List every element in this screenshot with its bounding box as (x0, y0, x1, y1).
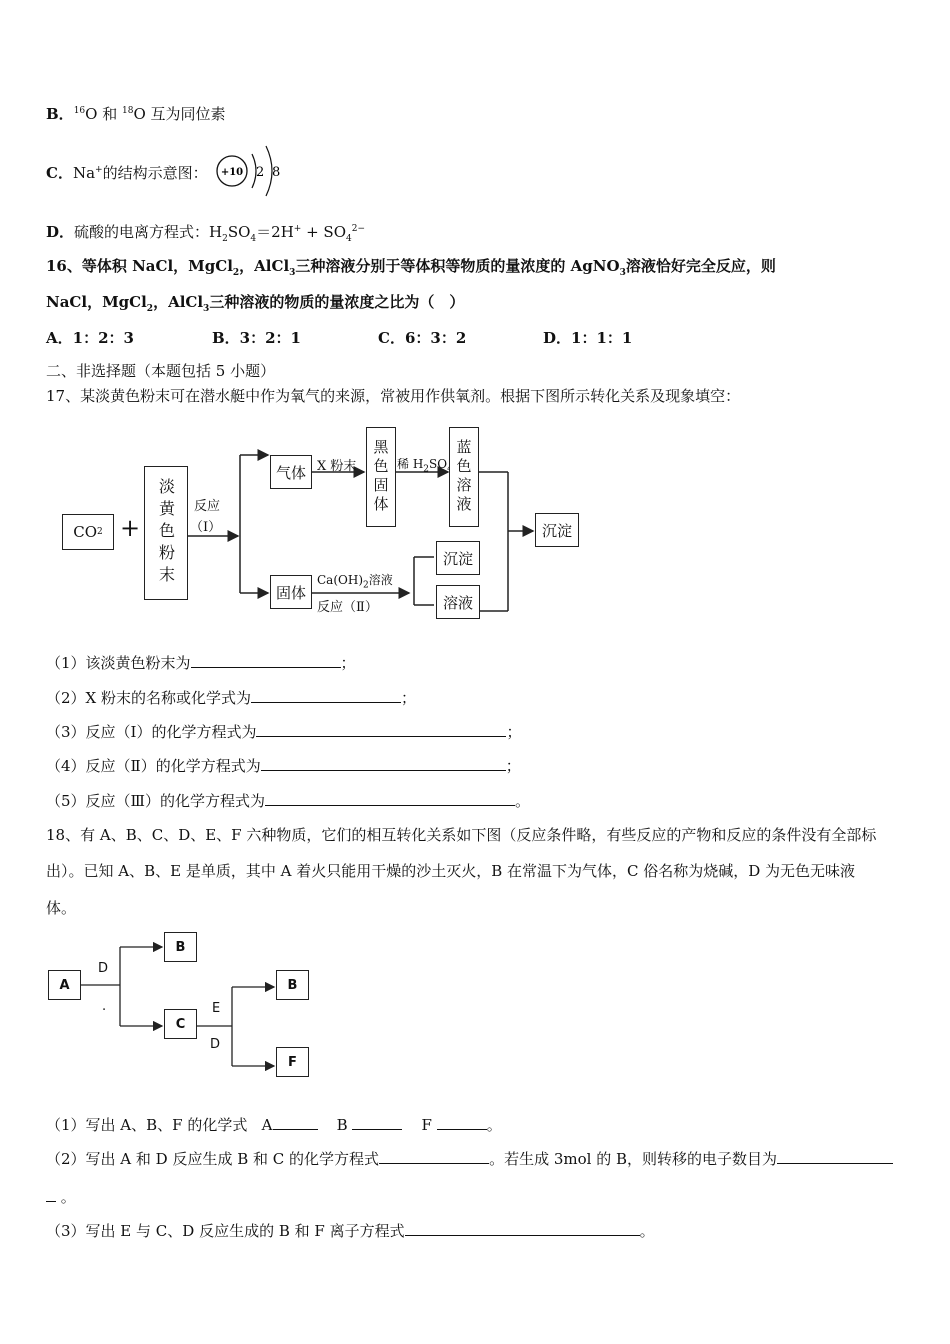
answer-blank[interactable] (256, 722, 506, 737)
node-f: F (276, 1047, 309, 1077)
label-d-2: D (210, 1037, 221, 1052)
answer-blank[interactable] (261, 756, 506, 771)
answer-blank-f[interactable] (437, 1115, 487, 1130)
q17-question-5: （5）反应（Ⅲ）的化学方程式为 。 (46, 792, 531, 810)
answer-blank[interactable] (405, 1221, 640, 1236)
reaction2-label: 反应（Ⅱ） (317, 600, 378, 615)
plus-sign: + (120, 514, 141, 542)
final-precipitate-box: 沉淀 (535, 513, 579, 547)
label-d-1: D (98, 961, 109, 976)
stray-dot: . (102, 999, 107, 1014)
solid-box: 固体 (270, 575, 312, 609)
answer-blank[interactable] (191, 653, 341, 668)
precipitate-box: 沉淀 (436, 541, 480, 575)
node-c: C (164, 1009, 197, 1039)
q17-question-3: （3）反应（Ⅰ）的化学方程式为 ； (46, 723, 522, 741)
gas-box: 气体 (270, 455, 312, 489)
shell1-electrons: 2 (256, 165, 265, 180)
q18-question-1: （1）写出 A、B、F 的化学式 A B F 。 (46, 1116, 502, 1134)
shell2-electrons: 8 (272, 165, 281, 180)
q18-flow-diagram (40, 925, 330, 1085)
q16-stem-line1: 16、等体积 NaCl，MgCl$_2$，AlCl$_3$三种溶液分别于等体积等物质的量浓度的 AgNO$_3$溶液恰好完全反应，则 (46, 257, 776, 278)
reaction1-number: （Ⅰ） (190, 520, 222, 535)
section-heading: 二、非选择题（本题包括 5 小题） (46, 362, 276, 380)
node-a: A (48, 970, 81, 1000)
q16-option-a: A．1：2：3 (46, 329, 134, 347)
q18-stem-line2: 出）。已知 A、B、E 是单质，其中 A 着火只能用干燥的沙土灭火，B 在常温下为气体，C 俗名称为烧碱，D 为无色无味液 (46, 862, 856, 880)
q17-stem: 17、某淡黄色粉末可在潜水艇中作为氧气的来源，常被用作供氧剂。根据下图所示转化关系及现象填空： (46, 387, 741, 405)
answer-blank[interactable] (251, 688, 401, 703)
solution-box: 溶液 (436, 585, 480, 619)
reaction1-label: 反应 (194, 499, 221, 514)
answer-blank-b[interactable] (352, 1115, 402, 1130)
label-e: E (212, 1001, 221, 1016)
answer-blank-a[interactable] (273, 1115, 318, 1130)
q16-option-b: B．3：2：1 (212, 329, 301, 347)
answer-blank[interactable] (265, 791, 515, 806)
yellow-powder-box: 淡黄色粉末 (144, 466, 188, 600)
option-d: D．硫酸的电离方程式：$H_2SO_4=2H^+ + SO_4^{2-}$ (46, 223, 366, 244)
blue-solution-box: 蓝色溶液 (449, 427, 479, 527)
black-solid-box: 黑色固体 (366, 427, 396, 527)
answer-blank[interactable] (777, 1149, 893, 1164)
q18-stem-line3: 体。 (46, 899, 77, 917)
q18-question-2-continued: 。 (46, 1186, 76, 1207)
nucleus-charge: +10 (220, 167, 244, 178)
q16-option-c: C．6：3：2 (378, 329, 467, 347)
co2-box: CO 2 (62, 514, 114, 550)
option-c: C．Na+的结构示意图： (46, 164, 208, 182)
q17-question-1: （1）该淡黄色粉末为 ； (46, 654, 356, 672)
dilute-acid-label: 稀 $H_2SO$ (397, 457, 448, 475)
node-b-top: B (164, 932, 197, 962)
sodium-ion-structure-diagram (212, 140, 292, 202)
answer-blank-tail[interactable] (46, 1187, 56, 1202)
caoh2-label: $Ca(OH)_2$溶液 (317, 573, 393, 591)
q17-question-2: （2）X 粉末的名称或化学式为 ； (46, 689, 417, 707)
q16-stem-line2: NaCl，MgCl$_2$，AlCl$_3$三种溶液的物质的量浓度之比为（ ） (46, 293, 465, 314)
q18-question-2: （2）写出 A 和 D 反应生成 B 和 C 的化学方程式 。若生成 3mol 的 B，则转移的电子数目为 (46, 1148, 893, 1169)
q16-option-d: D．1：1：1 (543, 329, 633, 347)
node-b-right: B (276, 970, 309, 1000)
q17-question-4: （4）反应（Ⅱ）的化学方程式为 ； (46, 757, 521, 775)
x-powder-label: X 粉末 (317, 459, 357, 474)
option-b: B．$^{16}$O 和 $^{18}$O 互为同位素 (46, 105, 226, 123)
q18-stem-line1: 18、有 A、B、C、D、E、F 六种物质，它们的相互转化关系如下图（反应条件略，有些反应的产物和反应的条件没有全部标 (46, 826, 877, 844)
answer-blank[interactable] (379, 1149, 489, 1164)
q18-question-3: （3）写出 E 与 C、D 反应生成的 B 和 F 离子方程式 。 (46, 1222, 655, 1240)
q17-flow-diagram (40, 415, 600, 635)
